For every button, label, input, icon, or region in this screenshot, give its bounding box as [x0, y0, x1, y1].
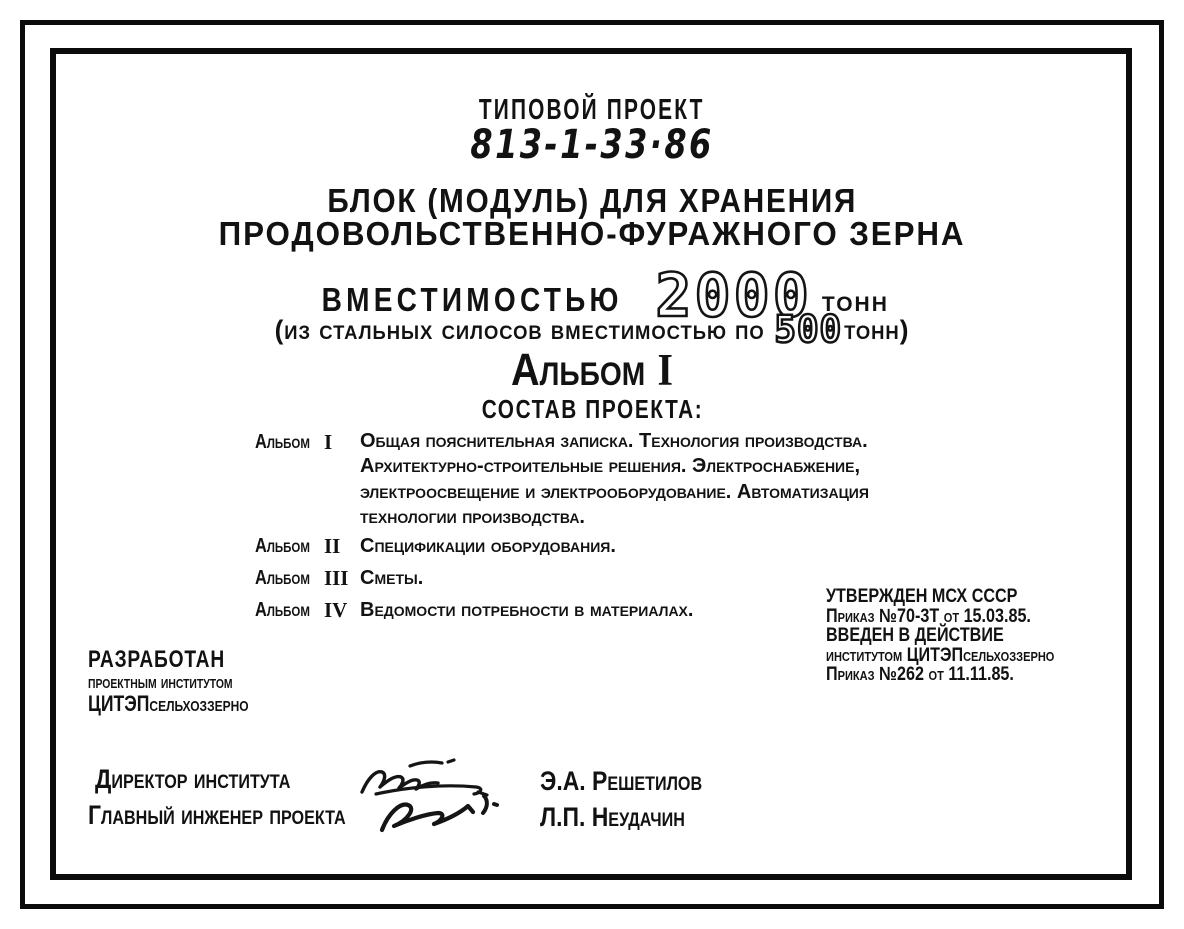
approval-line-4: институтом ЦИТЭПсельхоззерно: [826, 644, 1055, 666]
album-row-1-label: [255, 429, 360, 455]
developed-line-1: РАЗРАБОТАН: [88, 646, 225, 673]
album-row-1-numeral: I: [323, 430, 333, 454]
capacity-prefix: ВМЕСТИМОСТЬЮ: [321, 281, 623, 318]
signatures-graphic: [346, 746, 556, 846]
approval-line-5: Приказ №262 от 11.11.85.: [826, 664, 1014, 685]
capacity-value: 2000: [655, 261, 812, 331]
silo-subtitle-prefix: (из стальных силосов вместимостью по: [274, 315, 765, 345]
album-row-1-word: Альбом: [255, 431, 310, 453]
main-title-text-2: ПРОДОВОЛЬСТВЕННО-ФУРАЖНОГО ЗЕРНА: [218, 215, 966, 252]
main-title-text-1: БЛОК (МОДУЛЬ) ДЛЯ ХРАНЕНИЯ: [327, 182, 857, 219]
silo-subtitle-value: 500: [774, 308, 843, 351]
name-chief-engineer-text: Л.П. Неудачин: [540, 802, 685, 832]
main-title-line-2: [0, 215, 1184, 253]
approval-line-1: УТВЕРЖДЕН МСХ СССР: [826, 586, 1018, 607]
approval-line-3: ВВЕДЕН В ДЕЙСТВИЕ: [826, 625, 1004, 646]
developed-line-2: проектным институтом: [88, 672, 233, 693]
chief-engineer-signature-icon: [494, 804, 497, 805]
silo-subtitle-line: [18, 305, 1166, 351]
album-row-4-numeral: IV: [323, 598, 348, 623]
composition-heading: [0, 394, 1184, 425]
album-heading-word: Альбом: [511, 344, 646, 395]
director-signature-icon: [410, 760, 454, 766]
album-row-3-description: Сметы.: [360, 567, 424, 590]
album-row-1: [255, 429, 955, 530]
album-row-4-word: Альбом: [255, 599, 310, 622]
doc-number-text: 813-1-33·86: [470, 122, 714, 168]
doc-number-line: [0, 122, 1184, 168]
name-director: [540, 766, 731, 797]
album-row-3-word: Альбом: [255, 567, 310, 590]
chief-engineer-signature-icon: [382, 805, 473, 830]
chief-engineer-signature-icon: [483, 796, 487, 813]
role-chief-engineer-text: Главный инженер проекта: [88, 800, 346, 830]
developed-line-3: ЦИТЭПсельхоззерно: [88, 691, 249, 716]
role-director: [95, 764, 325, 795]
approval-line-2: Приказ №70-3Т от 15.03.85.: [826, 605, 1031, 627]
album-row-2-label: [255, 533, 360, 559]
director-signature-icon: [376, 786, 487, 795]
capacity-unit: тонн: [821, 285, 889, 318]
album-row-3-numeral: III: [323, 566, 349, 591]
doc-type-text: ТИПОВОЙ ПРОЕКТ: [479, 94, 705, 126]
role-director-text: Директор института: [95, 764, 291, 794]
composition-heading-text: СОСТАВ ПРОЕКТА:: [481, 394, 703, 424]
album-heading: [0, 344, 1184, 396]
album-row-2-description: Спецификации оборудования.: [360, 535, 616, 558]
album-row-2: [255, 533, 955, 562]
album-row-3-label: [255, 565, 360, 591]
name-chief-engineer: [540, 802, 710, 833]
name-director-text: Э.А. Решетилов: [540, 766, 703, 796]
album-row-2-word: Альбом: [255, 535, 310, 558]
approval-block: [826, 587, 1115, 685]
silo-subtitle-suffix: тонн): [844, 315, 910, 345]
developed-by-block: [88, 648, 249, 715]
album-row-4-label: [255, 597, 360, 623]
album-row-4-description: Ведомости потребности в материалах.: [360, 599, 694, 622]
album-row-1-description: Общая пояснительная записка. Технология производства. Архитектурно-строительные решения. Электроснабжение, электроосвещение и электрооборудование. Автоматизация технологии производства.: [360, 430, 869, 528]
album-row-2-numeral: II: [323, 534, 341, 559]
album-heading-numeral: I: [657, 345, 673, 395]
